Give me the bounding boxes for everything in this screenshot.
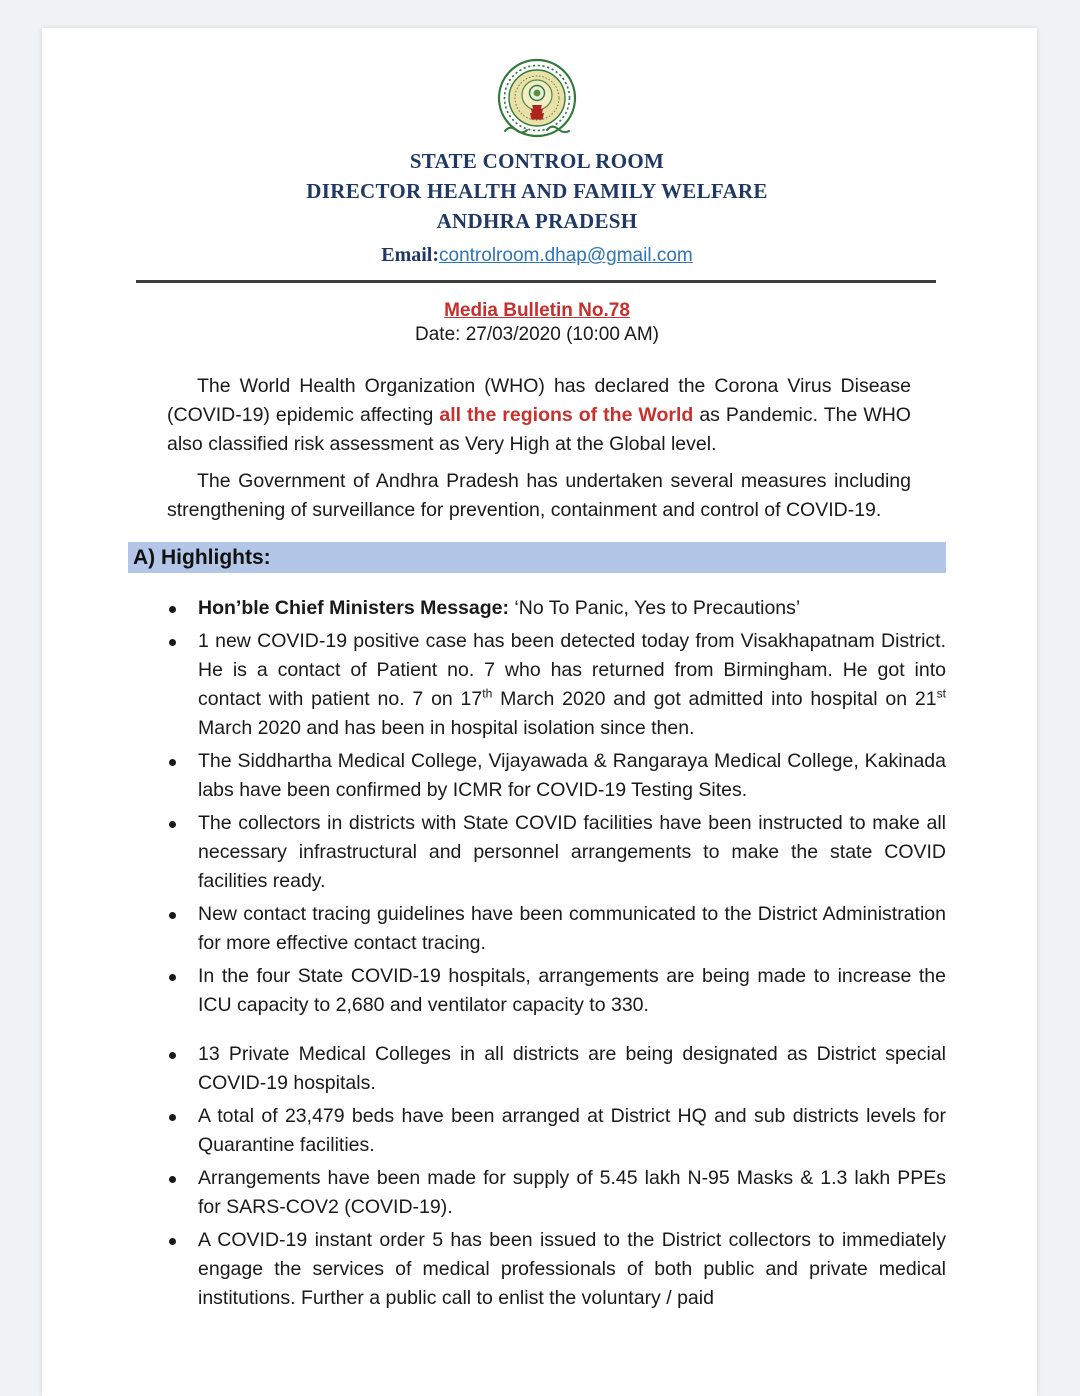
document-page <box>42 28 1037 1396</box>
bullet-new-positive-case <box>128 627 946 743</box>
highlights-section-heading: A) Highlights: <box>128 542 946 573</box>
document-header <box>128 58 946 267</box>
header-divider <box>136 280 936 283</box>
highlights-list <box>128 594 946 1313</box>
bullet-quarantine-beds: A total of 23,479 beds have been arranged at District HQ and sub districts levels for Quarantine facilities. <box>128 1102 946 1160</box>
bullet-masks-ppe: Arrangements have been made for supply of 5.45 lakh N-95 Masks & 1.3 lakh PPEs for SARS-COV2 (COVID-19). <box>128 1164 946 1222</box>
email-label: Email: <box>381 244 440 266</box>
cm-message-label: Hon’ble Chief Ministers Message: <box>198 597 515 619</box>
cm-message-quote: ‘No To Panic, Yes to Precautions’ <box>514 597 801 619</box>
new-case-text-3: March 2020 and has been in hospital isolation since then. <box>198 717 695 739</box>
bullet-cm-message <box>128 594 946 623</box>
ordinal-suffix: st <box>936 686 946 701</box>
org-department: DIRECTOR HEALTH AND FAMILY WELFARE <box>306 179 768 203</box>
bullet-testing-sites: The Siddhartha Medical College, Vijayawada & Rangaraya Medical College, Kakinada labs have been confirmed by ICMR for COVID-19 Testing Sites. <box>128 747 946 805</box>
bullet-private-colleges: 13 Private Medical Colleges in all districts are being designated as District special COVID-19 hospitals. <box>128 1040 946 1098</box>
bulletin-title: Media Bulletin No.78 <box>444 300 630 321</box>
org-state: ANDHRA PRADESH <box>436 209 638 233</box>
intro-p1-tail: as Pandemic. The WHO also classified risk assessment as Very High at the Global level. <box>167 404 911 455</box>
red-emphasis-text: all the regions of the World <box>439 404 694 426</box>
new-case-text-2: March 2020 and got admitted into hospital on 21 <box>492 688 937 710</box>
intro-paragraph-ap-govt: The Government of Andhra Pradesh has undertaken several measures including strengthening of surveillance for prevention, containment and control of COVID-19. <box>167 470 911 521</box>
email-row <box>128 244 946 267</box>
andhra-pradesh-emblem-icon <box>491 58 583 142</box>
bullet-instant-order: A COVID-19 instant order 5 has been issued to the District collectors to immediately engage the services of medical professionals of both public and private medical institutions. Further a public call to enlist the voluntary / paid <box>128 1226 946 1313</box>
org-title: STATE CONTROL ROOM <box>409 149 665 173</box>
email-link[interactable]: controlroom.dhap@gmail.com <box>439 245 693 266</box>
bullet-icu-capacity: In the four State COVID-19 hospitals, arrangements are being made to increase the ICU capacity to 2,680 and ventilator capacity to 330. <box>128 962 946 1020</box>
bullet-contact-tracing: New contact tracing guidelines have been communicated to the District Administration for more effective contact tracing. <box>128 900 946 958</box>
intro-p1-text: The World Health Organization (WHO) has declared the Corona Virus Disease (COVID-19) epidemic affecting <box>167 375 911 426</box>
ordinal-suffix: th <box>482 686 493 701</box>
bulletin-date: Date: 27/03/2020 (10:00 AM) <box>415 324 659 345</box>
bullet-collectors-instructions: The collectors in districts with State COVID facilities have been instructed to make all necessary infrastructural and personnel arrangements to make the state COVID facilities ready. <box>128 809 946 896</box>
new-case-text-1: 1 new COVID-19 positive case has been detected today from Visakhapatnam District. He is a contact of Patient no. 7 who has returned from Birmingham. He got into contact with patient no. 7 on 17 <box>198 630 946 710</box>
intro-paragraph-who <box>167 372 911 459</box>
